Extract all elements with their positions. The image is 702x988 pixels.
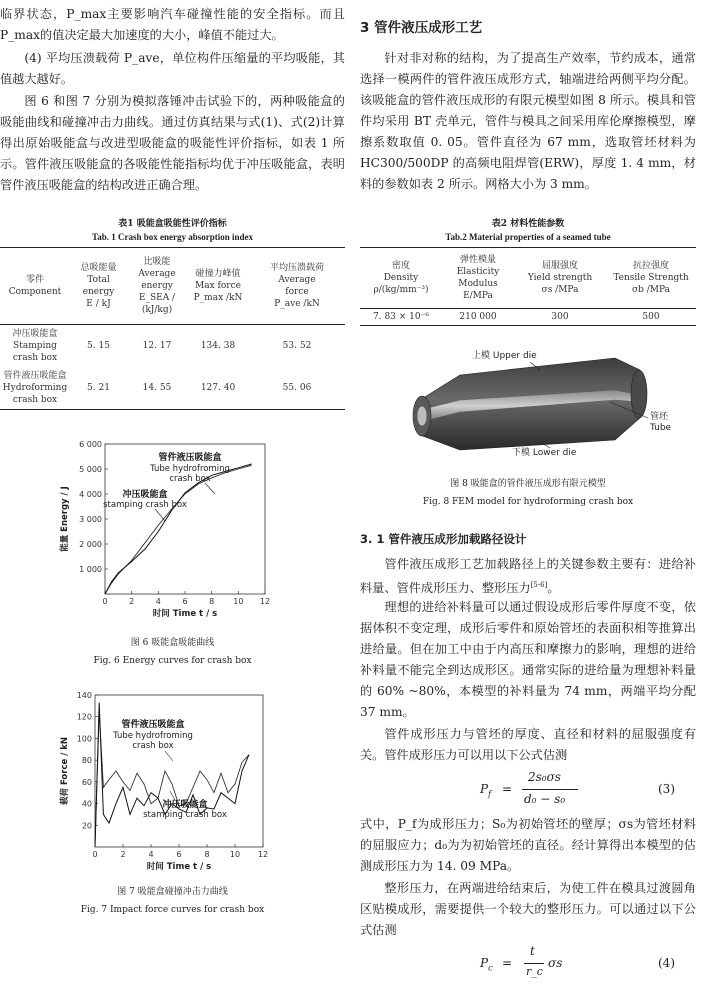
table2-cell: 300: [551, 312, 569, 322]
fig8-label-tube: [650, 412, 671, 434]
fig8-label-tube-en: Tube: [650, 423, 672, 433]
table1-caption-cn: 表1 吸能盒吸能性评价指标: [118, 219, 227, 229]
table2-header-density: [360, 248, 442, 309]
th-text: 抗拉强度: [632, 261, 669, 271]
table1-cell: 127. 40: [200, 383, 236, 393]
section-3-1-heading: 3. 1 管件液压成形加载路径设计: [360, 532, 527, 546]
fig8-label-tube-cn: 管坯: [650, 412, 669, 422]
eq4-lhs: [480, 956, 493, 972]
y-tick-label: 5 000: [79, 465, 102, 474]
th-text: 总吸能量: [80, 263, 117, 273]
chart-annotation: crash box: [132, 741, 174, 751]
table2-values-row: [360, 309, 696, 326]
chart-annotation: 冲压吸能盒: [122, 490, 168, 500]
th-text: Average: [278, 275, 316, 285]
chart-annotation: 冲压吸能盒: [162, 800, 208, 810]
th-text: E / kJ: [86, 299, 111, 309]
table1-header-row: [0, 248, 345, 325]
fig6-energy-chart: [55, 436, 285, 626]
x-axis-label: 时间 Time t / s: [146, 862, 212, 872]
eq4-lhs-sub: c: [488, 963, 493, 973]
eq4-denominator: r_c: [526, 965, 543, 978]
section-3-heading: 3 管件液压成形工艺: [360, 20, 483, 36]
table1-header-sea: [127, 248, 187, 325]
table1: [0, 247, 345, 410]
th-text: 弹性模量: [459, 255, 496, 265]
x-tick-label: 8: [209, 597, 215, 606]
table2-header-row: [360, 248, 696, 309]
th-text: 平均压溃载荷: [269, 263, 324, 273]
cell-text: crash box: [12, 395, 58, 405]
th-text: 密度: [391, 261, 410, 271]
th-text: P_ave /kN: [274, 299, 320, 309]
cell-text: 管件液压吸能盒: [3, 371, 67, 381]
annotation-arrow: [155, 509, 165, 521]
table1-row-hydroforming: [0, 367, 345, 410]
right-paragraph-6: 整形压力，在两端进给结束后，为使工件在模具过渡圆角区贴模成形，需要提供一个较大的整形压力。可以通过以下公式估测: [360, 881, 696, 937]
chart-annotation: 管件液压吸能盒: [121, 720, 185, 730]
th-text: 屈服强度: [541, 261, 578, 271]
fig8-label-upper-die: 上模 Upper die: [472, 351, 537, 361]
fig8-label-lower-die: 下模 Lower die: [512, 448, 577, 458]
left-paragraph-2: (4) 平均压溃载荷 P_ave，单位构件压缩量的平均吸能，其值越大越好。: [0, 51, 345, 86]
y-tick-label: 4 000: [79, 490, 102, 499]
cell-text: crash box: [12, 353, 58, 363]
chart-annotation: stamping crash box: [143, 810, 227, 820]
eq3-fraction-bar: [522, 789, 578, 790]
x-tick-label: 10: [229, 850, 241, 859]
y-tick-label: 20: [81, 821, 92, 831]
table2-header-tensile: [606, 248, 696, 309]
fig7-caption-cn: 图 7 吸能盒碰撞冲击力曲线: [117, 887, 228, 897]
th-text: ρ/(kg/mm⁻³): [373, 285, 429, 295]
table1-header-energy: [70, 248, 127, 325]
equation-4: [480, 942, 690, 986]
die-end-right: [631, 370, 647, 418]
fig6-caption-en: Fig. 6 Energy curves for crash box: [93, 656, 252, 666]
th-text: Density: [383, 273, 419, 283]
cell-text: Stamping: [13, 341, 57, 351]
th-text: Total energy: [82, 275, 115, 297]
th-text: 碰撞力峰值: [195, 269, 241, 279]
eq4-fraction-bar: [524, 963, 544, 964]
th-text: E/MPa: [463, 291, 493, 301]
eq3-label: (3): [658, 782, 675, 796]
table1-cell: 14. 55: [142, 383, 172, 393]
x-tick-label: 12: [257, 850, 269, 859]
table1-cell: 134. 38: [200, 341, 236, 351]
table1-cell: 55. 06: [282, 383, 312, 393]
series-line-1: [105, 465, 252, 594]
fig7-caption-en: Fig. 7 Impact force curves for crash box: [80, 905, 265, 915]
table2: [360, 247, 696, 326]
eq4-equals: =: [502, 956, 513, 970]
table2-header-modulus: [442, 248, 514, 309]
th-text: force: [285, 287, 309, 297]
eq3-lhs-symbol: P: [480, 782, 489, 796]
eq4-lhs-symbol: P: [480, 956, 489, 970]
y-tick-label: 6 000: [79, 440, 102, 449]
table2-caption-cn: 表2 材料性能参数: [491, 219, 565, 229]
th-text: Component: [8, 287, 62, 297]
chart-annotation: 管件液压吸能盒: [158, 453, 222, 463]
chart-annotation: stamping crash box: [103, 500, 187, 510]
right-paragraph-5: 式中，P_f为成形压力；S₀为初始管坯的壁厚；σs为管坯材料的屈服应力；d₀为为初始管坯的直径。经计算得出本模型的估测成形压力为 14. 09 MPa。: [360, 817, 696, 873]
x-axis-label: 时间 Time t / s: [152, 609, 218, 619]
left-paragraph-3: 图 6 和图 7 分别为模拟落锤冲击试验下的，两种吸能盒的吸能曲线和碰撞冲击力曲线。通过仿真结果与式(1)、式(2)计算得出原始吸能盒与改进型吸能盒的吸能性评价指标，如表 1 所示。管件液压吸能盒的各吸能性能指标均优于冲压吸能盒，表明管件液压吸能盒的结构改进正确合理。: [0, 94, 345, 192]
th-text: σs /MPa: [541, 285, 579, 295]
th-text: Elasticity: [456, 267, 500, 277]
th-text: E_SEA /: [138, 293, 176, 303]
x-tick-label: 2: [129, 597, 135, 606]
right-paragraph-2: [360, 554, 696, 599]
y-axis-label: 能量 Energy / J: [60, 486, 70, 552]
chart-annotation: Tube hydrofroming: [150, 464, 230, 474]
annotation-arrow: [165, 751, 173, 761]
table1-cell: 5. 21: [87, 383, 110, 393]
cell-text: 冲压吸能盒: [12, 329, 58, 339]
right-paragraph-3: 理想的进给补料量可以通过假设成形后零件厚度不变，依据体积不变定理，成形后零件和原始管坯的表面积相等推算出进给量。但在加工中由于内高压和摩擦力的影响，理想的进给补料量不能完全到达成形区。通常实际的进给量为理想补料量的 60% ~80%，本模型的补料量为 74 mm，两端平均分配 37 mm。: [360, 600, 696, 719]
th-text: σb /MPa: [631, 285, 671, 295]
x-tick-label: 4: [155, 597, 161, 606]
eq3-numerator: 2s₀σs: [528, 770, 561, 784]
x-tick-label: 0: [92, 850, 98, 859]
th-text: P_max /kN: [193, 293, 243, 303]
para2-end: 。: [547, 581, 560, 596]
eq3-lhs-sub: f: [488, 789, 492, 799]
y-tick-label: 1 000: [79, 565, 102, 574]
table1-cell-name: [0, 367, 70, 410]
table1-caption-en: Tab. 1 Crash box energy absorption index: [92, 232, 253, 242]
citation: [5-6]: [530, 581, 548, 589]
eq3-equals: =: [502, 782, 513, 796]
th-text: Yield strength: [527, 273, 593, 283]
fig7-force-chart: [55, 687, 285, 877]
y-tick-label: 2 000: [79, 540, 102, 549]
table1-header-avgforce: [249, 248, 345, 325]
eq4-sigma: σs: [548, 956, 563, 970]
th-text: 零件: [25, 275, 44, 285]
table2-cell: 7. 83 × 10⁻⁶: [373, 312, 429, 322]
th-text: Max force: [195, 281, 241, 291]
th-text: (kJ/kg): [141, 305, 173, 315]
plot-frame: [95, 695, 263, 847]
chart-annotation: crash box: [169, 474, 211, 484]
x-tick-label: 2: [120, 850, 126, 859]
x-tick-label: 10: [233, 597, 244, 606]
fig8-caption-cn: 图 8 吸能盒的管件液压成形有限元模型: [450, 479, 606, 489]
right-paragraph-4: 管件成形压力与管坯的厚度、直径和材料的屈服强度有关。管件成形压力可以用以下公式估测: [360, 727, 696, 762]
x-tick-label: 0: [102, 597, 108, 606]
x-tick-label: 8: [204, 850, 210, 859]
th-text: 比吸能: [143, 257, 171, 267]
y-tick-label: 60: [81, 777, 92, 787]
table2-block: [360, 218, 696, 326]
x-tick-label: 4: [148, 850, 154, 859]
table1-cell: 12. 17: [142, 341, 172, 351]
eq4-numerator: t: [530, 944, 535, 958]
table1-cell: 53. 52: [282, 341, 312, 351]
y-tick-label: 120: [76, 712, 92, 722]
x-tick-label: 6: [176, 850, 182, 859]
tube-end-left: [417, 406, 427, 426]
para2-text: 管件液压成形工艺加载路径上的关键参数主要有：进给补料量、管件成形压力、整形压力: [360, 557, 696, 596]
eq3-lhs: [480, 782, 491, 798]
table1-row-stamping: [0, 325, 345, 368]
x-tick-label: 12: [259, 597, 271, 606]
x-tick-label: 6: [182, 597, 188, 606]
annotation-arrow: [205, 483, 215, 494]
y-tick-label: 140: [76, 691, 92, 700]
table2-cell: 500: [642, 312, 660, 322]
table1-header-component: [0, 248, 70, 325]
y-tick-label: 100: [76, 734, 92, 744]
th-text: Modulus: [458, 279, 498, 289]
y-tick-label: 40: [81, 799, 92, 809]
cell-text: Hydroforming: [2, 383, 68, 393]
y-tick-label: 3 000: [79, 515, 102, 524]
table1-block: [0, 218, 345, 410]
th-text: energy: [141, 281, 173, 291]
th-text: Average: [138, 269, 176, 279]
eq3-denominator: d₀ − s₀: [524, 792, 566, 806]
chart-annotation: Tube hydrofroming: [113, 731, 193, 741]
equation-3: [480, 768, 690, 812]
fig8-caption-en: Fig. 8 FEM model for hydroforming crash box: [422, 497, 634, 507]
table2-cell: 210 000: [459, 312, 497, 322]
right-paragraph-1: 针对非对称的结构，为了提高生产效率，节约成本，通常选择一模两件的管件液压成形方式，轴端进给两侧平均分配。该吸能盒的管件液压成形的有限元模型如图 8 所示。模具和管件均采用 BT 壳单元，管件与模具之间采用库伦摩擦模型，摩擦系数取值 0. 05。管件直径为 67 mm，选取管坯材料为 HC300/500DP 的高频电阻焊管(ERW)，厚度 1. 4 mm，材料的参数如表 2 所示。网格大小为 3 mm。: [360, 51, 696, 191]
y-axis-label: 载荷 Force / kN: [60, 736, 70, 806]
table1-header-maxforce: [187, 248, 249, 325]
table1-cell: 5. 15: [87, 341, 110, 351]
table2-header-yield: [514, 248, 606, 309]
table1-cell-name: [0, 325, 70, 368]
fig6-caption-cn: 图 6 吸能盒吸能曲线: [130, 638, 215, 648]
y-tick-label: 80: [81, 756, 92, 766]
eq4-label: (4): [658, 956, 675, 970]
left-paragraph-1: 临界状态，P_max主要影响汽车碰撞性能的安全指标。而且P_max的值决定最大加速度的大小，峰值不能过大。: [0, 7, 345, 42]
th-text: Tensile Strength: [613, 273, 689, 283]
table2-caption-en: Tab.2 Material properties of a seamed tube: [445, 232, 611, 242]
